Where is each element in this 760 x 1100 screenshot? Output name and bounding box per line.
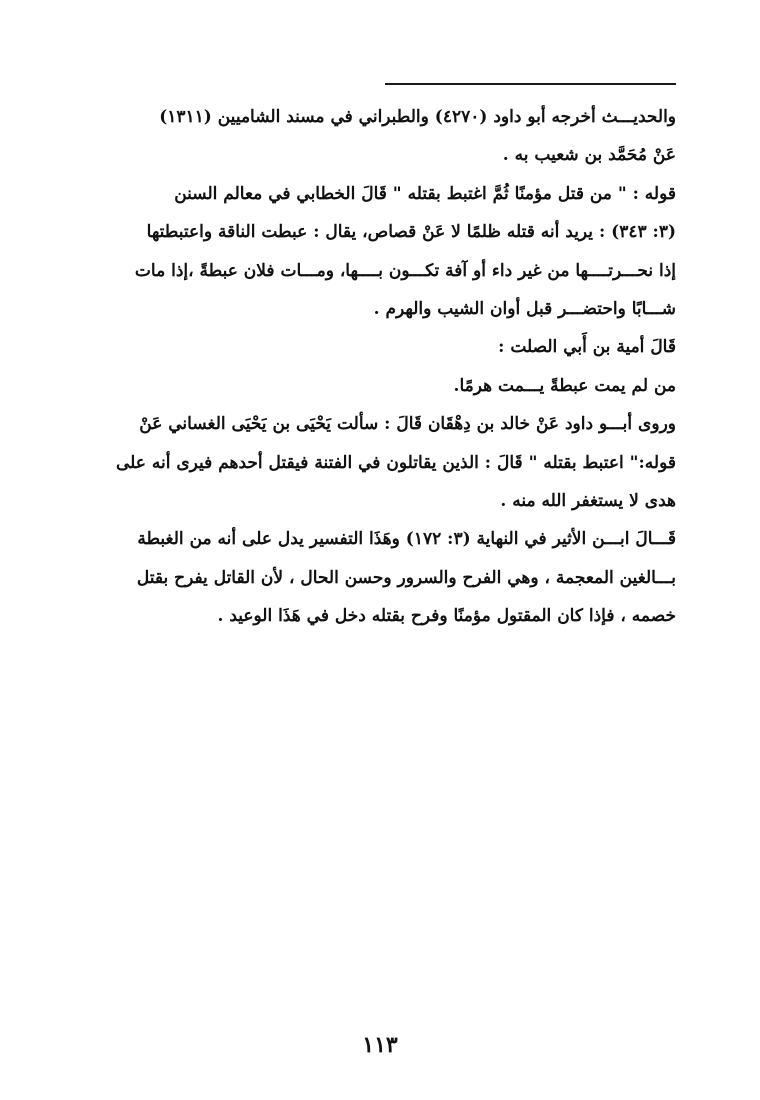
text-line: خصمه ، فإذا كان المقتول مؤمنًا وفرح بقتله دخل في هَذَا الوعيد .: [217, 606, 676, 627]
text-line: قَالَ أمية بن أَبي الصلت :: [498, 337, 676, 358]
text-line: قوله : " من قتل مؤمنًا ثُمَّ اغتبط بقتله " قَالَ الخطابي في معالم السنن: [174, 183, 676, 204]
page-number: ١١٣: [362, 1032, 398, 1058]
text-line: من لم يمت عبطةً يـــمت هرمًا.: [453, 375, 676, 396]
footnote-text: [78, 98, 676, 636]
text-line: شـــابًا واحتضـــر قبل أوان الشيب والهرم .: [373, 299, 676, 320]
text-line: وروى أبـــو داود عَنْ خالد بن دِهْقَان قَالَ : سألت يَحْيَى بن يَحْيَى الغساني عَنْ: [139, 414, 676, 435]
text-line: هدى لا يستغفر الله منه .: [500, 491, 676, 512]
text-line: والحديـــث أخرجه أبو داود (٤٢٧٠) والطبراني في مسند الشاميين (١٣١١): [159, 107, 676, 127]
footnote-separator: [385, 83, 676, 85]
text-line: قوله:" اعتبط بقتله " قَالَ : الذين يقاتلون في الفتنة فيقتل أحدهم فيرى أنه على: [115, 452, 676, 473]
text-line: بـــالغين المعجمة ، وهي الفرح والسرور وحسن الحال ، لأن القاتل يفرح بقتل: [136, 567, 676, 588]
text-line: (٣: ٣٤٣) : يريد أنه قتله ظلمًا لا عَنْ قصاص، يقال : عبطت الناقة واعتبطتها: [146, 222, 676, 243]
text-line: إذا نحـــرتــــها من غير داء أو آفة تكـــون بــــها، ومـــات فلان عبطةً ،إذا مات: [134, 260, 676, 281]
text-line: قَـــالَ ابـــن الأثير في النهاية (٣: ١٧٢) وهَذَا التفسير يدل على أنه من الغبطة: [137, 529, 676, 550]
text-line: عَنْ مُحَمَّد بن شعيب به .: [502, 145, 676, 166]
